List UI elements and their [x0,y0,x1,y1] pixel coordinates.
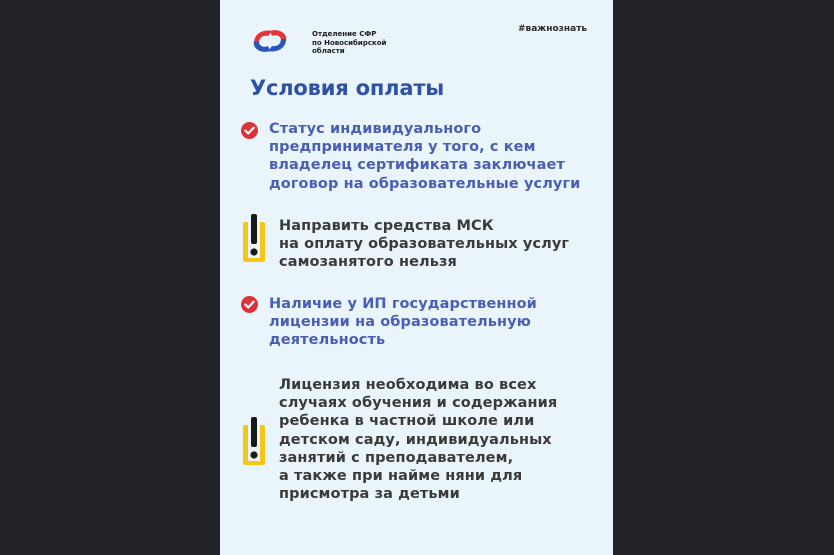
warning-icon [241,212,267,262]
info-card [220,0,613,555]
org-line: Отделение СФР [312,30,377,38]
item-line: Лицензия необходима во всех [279,377,537,393]
org-line: области [312,47,345,55]
list-item [279,376,557,503]
item-line: на оплату образовательных услуг [279,236,570,253]
sfr-logo-icon [248,25,292,57]
warning-icon [241,415,267,465]
item-line: Наличие у ИП государственной [269,296,537,312]
page-title: Условия оплаты [250,76,445,100]
hashtag: #важнознать [518,24,588,34]
item-line: занятий с преподавателем, [279,449,514,466]
item-line: случаях обучения и содержания [279,395,558,412]
org-line: по Новосибирской [312,38,387,47]
organization-name [312,30,402,56]
item-line: Статус индивидуального [269,121,482,137]
item-line: лицензии на образовательную [269,314,531,331]
item-line: деятельность [269,332,386,349]
item-line: предпринимателя у того, с кем [269,139,536,156]
item-line: самозанятого нельзя [279,254,457,271]
item-line: детском саду, индивидуальных [279,431,552,448]
item-line: а также при найме няни для [279,468,523,485]
check-icon [241,122,258,139]
list-item [269,295,537,350]
item-line: ребенка в частной школе или [279,413,535,430]
list-item [279,217,569,272]
check-icon [241,296,258,313]
item-line: владелец сертификата заключает [269,157,565,174]
list-item [269,120,580,193]
item-line: присмотра за детьми [279,486,460,503]
item-line: Направить средства МСК [279,218,494,234]
item-line: договор на образовательные услуги [269,175,581,192]
